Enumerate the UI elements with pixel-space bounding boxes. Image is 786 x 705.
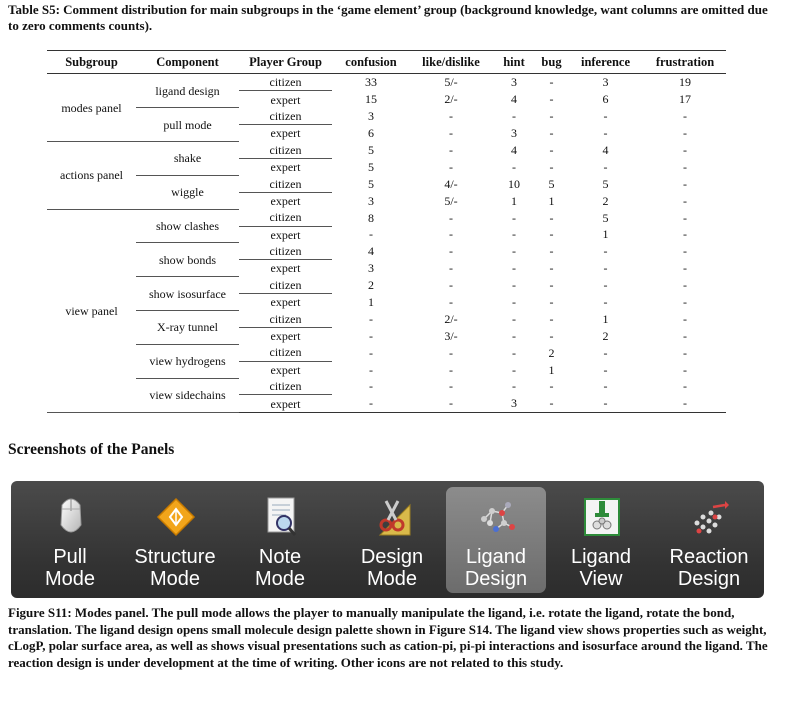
player-group-cell: citizen — [239, 108, 332, 125]
like-dislike-cell: - — [449, 159, 453, 174]
player-group-cell: expert — [270, 329, 301, 344]
bug-cell: - — [549, 379, 554, 394]
bug-cell: - — [549, 261, 554, 276]
hint-cell: - — [512, 311, 516, 326]
subgroup-cell: view panel — [47, 209, 136, 412]
confusion-cell: 5 — [368, 143, 374, 157]
like-dislike-cell: 3/- — [444, 328, 458, 343]
mode-button-label-line2: Mode — [149, 568, 201, 590]
mode-button-label-line1: Design — [360, 546, 424, 568]
figure-caption: Figure S11: Modes panel. The pull mode allows the player to manually manipulate the ligand, i.e. rotate the ligand, rotate the bond, translation. The ligand design opens small molecule design palette shown in Figure S14. The ligand view shows properties such as weight, cLogP, polar surface area, as well as shows visual presentations such as cation-pi, pi-pi interactions and isosurface around the ligand. The reaction design is under development at the time of writing. Other icons are not related to this study. — [8, 605, 768, 670]
like-dislike-cell: 4/- — [444, 176, 458, 191]
bug-cell: 1 — [548, 193, 555, 208]
hint-cell: - — [512, 345, 516, 360]
header-like-dislike: like/dislike — [410, 51, 492, 74]
subgroup-cell: modes panel — [47, 74, 136, 142]
inference-cell: - — [603, 278, 608, 293]
confusion-cell: 8 — [368, 210, 374, 225]
confusion-cell: 15 — [365, 92, 377, 107]
confusion-cell: 1 — [368, 295, 374, 310]
inference-cell: 1 — [602, 227, 609, 242]
inference-cell: - — [567, 395, 644, 412]
inference-cell: 3 — [602, 75, 609, 90]
component-cell: ligand design — [136, 74, 239, 108]
table-header-row — [47, 51, 726, 74]
confusion-cell: 3 — [368, 109, 374, 124]
frustration-cell: - — [683, 379, 687, 394]
like-dislike-cell: 2/- — [444, 92, 458, 107]
inference-cell: - — [603, 109, 608, 124]
component-cell: X-ray tunnel — [136, 310, 239, 344]
section-title: Screenshots of the Panels — [8, 441, 175, 458]
inference-cell: 1 — [602, 311, 609, 326]
confusion-cell: 5 — [368, 176, 374, 191]
player-group-cell: expert — [270, 295, 301, 310]
hint-cell: 4 — [511, 143, 517, 157]
like-dislike-cell: - — [449, 143, 453, 157]
confusion-cell: - — [369, 227, 373, 242]
comment-distribution-table — [47, 50, 726, 413]
inference-cell: - — [603, 362, 608, 377]
like-dislike-cell: - — [449, 278, 453, 293]
mode-button-label-line2: Mode — [366, 568, 418, 590]
header-hint: hint — [492, 51, 536, 74]
mode-button-ligand-design[interactable] — [446, 487, 546, 593]
like-dislike-cell: - — [449, 109, 453, 124]
header-confusion: confusion — [332, 51, 410, 74]
like-dislike-cell: 5/- — [444, 193, 458, 208]
like-dislike-cell: - — [449, 345, 453, 360]
confusion-cell: - — [369, 345, 373, 360]
component-cell: view hydrogens — [136, 344, 239, 378]
player-group-cell: citizen — [239, 378, 332, 395]
inference-cell: - — [603, 244, 608, 259]
bug-cell: 2 — [548, 345, 555, 360]
ligand-design-icon — [476, 495, 518, 539]
confusion-cell: 33 — [365, 75, 377, 90]
structure-icon — [155, 495, 197, 539]
player-group-cell: expert — [270, 261, 301, 276]
player-group-cell: citizen — [239, 74, 332, 91]
ligand-view-icon — [581, 495, 623, 539]
like-dislike-cell: - — [449, 261, 453, 276]
header-frustration: frustration — [644, 51, 726, 74]
like-dislike-cell: - — [449, 244, 453, 259]
frustration-cell: - — [683, 261, 687, 276]
confusion-cell: - — [369, 379, 373, 394]
frustration-cell: - — [683, 295, 687, 310]
bug-cell: - — [549, 143, 554, 157]
mode-button-label-line1: Reaction — [669, 546, 749, 568]
inference-cell: 2 — [602, 193, 609, 208]
hint-cell: 4 — [511, 92, 517, 107]
like-dislike-cell: - — [449, 295, 453, 310]
bug-cell: - — [549, 126, 554, 141]
mode-button-note-mode[interactable] — [230, 487, 330, 593]
bug-cell: - — [549, 311, 554, 326]
header-inference: inference — [567, 51, 644, 74]
bug-cell: - — [549, 210, 554, 225]
mode-button-label-line2: Mode — [44, 568, 96, 590]
player-group-cell: citizen — [239, 310, 332, 327]
table-row — [47, 74, 726, 91]
like-dislike-cell: 2/- — [444, 311, 458, 326]
player-group-cell: citizen — [239, 344, 332, 361]
bug-cell: - — [549, 75, 554, 90]
confusion-cell: - — [369, 311, 373, 326]
bug-cell: - — [536, 395, 567, 412]
hint-cell: 10 — [508, 176, 520, 191]
table-row — [47, 243, 726, 260]
player-group-cell: citizen — [239, 142, 332, 159]
like-dislike-cell: - — [449, 379, 453, 394]
table-row — [47, 175, 726, 192]
note-icon — [260, 495, 302, 539]
header-subgroup: Subgroup — [47, 51, 136, 74]
frustration-cell: - — [683, 328, 687, 343]
bug-cell: - — [549, 278, 554, 293]
table-row — [47, 344, 726, 361]
player-group-cell: citizen — [239, 175, 332, 192]
like-dislike-cell: - — [449, 227, 453, 242]
hint-cell: 3 — [492, 395, 536, 412]
bug-cell: - — [549, 227, 554, 242]
mode-button-reaction-design[interactable] — [659, 487, 759, 593]
mode-button-label-line2: Design — [464, 568, 528, 590]
frustration-cell: - — [683, 278, 687, 293]
component-cell: pull mode — [136, 108, 239, 142]
like-dislike-cell: - — [449, 210, 453, 225]
bug-cell: - — [549, 109, 554, 124]
frustration-cell: - — [683, 210, 687, 225]
inference-cell: - — [603, 295, 608, 310]
component-cell: show bonds — [136, 243, 239, 277]
inference-cell: - — [603, 345, 608, 360]
bug-cell: - — [549, 244, 554, 259]
component-cell: wiggle — [136, 175, 239, 209]
bug-cell: - — [549, 159, 554, 174]
hint-cell: - — [512, 328, 516, 343]
player-group-cell: citizen — [239, 277, 332, 294]
player-group-cell: citizen — [239, 209, 332, 226]
confusion-cell: 3 — [368, 261, 374, 276]
hint-cell: - — [512, 244, 516, 259]
subgroup-cell: actions panel — [47, 142, 136, 210]
hint-cell: - — [512, 362, 516, 377]
player-group-cell: expert — [270, 362, 301, 377]
hint-cell: - — [512, 210, 516, 225]
confusion-cell: 6 — [368, 126, 374, 141]
inference-cell: 2 — [602, 328, 609, 343]
table-row — [47, 108, 726, 125]
player-group-cell: expert — [270, 227, 301, 242]
frustration-cell: 19 — [679, 75, 691, 90]
bug-cell: - — [549, 328, 554, 343]
component-cell: shake — [136, 142, 239, 176]
hint-cell: - — [512, 295, 516, 310]
hint-cell: - — [512, 379, 516, 394]
mode-button-label-line1: Pull — [53, 546, 87, 568]
hint-cell: 3 — [511, 126, 517, 141]
mode-button-label-line1: Note — [258, 546, 302, 568]
frustration-cell: - — [683, 311, 687, 326]
player-group-cell: expert — [270, 193, 301, 208]
mode-button-label-line1: Ligand — [570, 546, 632, 568]
table-row — [47, 378, 726, 395]
inference-cell: 4 — [602, 143, 609, 157]
inference-cell: 6 — [602, 92, 609, 107]
frustration-cell: - — [683, 244, 687, 259]
mode-button-label-line1: Ligand — [465, 546, 527, 568]
header-player-group: Player Group — [239, 51, 332, 74]
like-dislike-cell: 5/- — [444, 75, 458, 90]
hint-cell: - — [512, 159, 516, 174]
hint-cell: - — [512, 261, 516, 276]
mouse-icon — [50, 495, 92, 539]
mode-button-ligand-view[interactable] — [551, 487, 651, 593]
design-icon — [372, 495, 414, 539]
inference-cell: 5 — [602, 176, 609, 191]
like-dislike-cell: - — [449, 126, 453, 141]
bug-cell: - — [549, 92, 554, 107]
mode-button-pull-mode[interactable] — [20, 487, 120, 593]
bug-cell: 5 — [548, 176, 555, 191]
confusion-cell: - — [332, 395, 410, 412]
component-cell: view sidechains — [136, 378, 239, 412]
frustration-cell: - — [683, 362, 687, 377]
confusion-cell: 5 — [368, 159, 374, 174]
header-component: Component — [136, 51, 239, 74]
frustration-cell: - — [683, 193, 687, 208]
like-dislike-cell: - — [449, 362, 453, 377]
inference-cell: - — [603, 379, 608, 394]
header-bug: bug — [536, 51, 567, 74]
frustration-cell: 17 — [679, 92, 691, 107]
reaction-design-icon — [689, 495, 731, 539]
confusion-cell: 2 — [368, 278, 374, 293]
frustration-cell: - — [683, 159, 687, 174]
frustration-cell: - — [683, 143, 687, 157]
table-caption: Table S5: Comment distribution for main subgroups in the ‘game element’ group (background knowledge, want columns are omitted due to zero comments counts). — [8, 2, 768, 33]
mode-button-design-mode[interactable] — [342, 487, 442, 593]
inference-cell: - — [603, 261, 608, 276]
player-group-cell: citizen — [239, 243, 332, 260]
mode-button-label-line2: View — [579, 568, 623, 590]
hint-cell: - — [512, 278, 516, 293]
frustration-cell: - — [683, 227, 687, 242]
hint-cell: 1 — [511, 193, 517, 208]
hint-cell: - — [512, 109, 516, 124]
player-group-cell: expert — [270, 126, 301, 141]
confusion-cell: 3 — [368, 193, 374, 208]
mode-button-label-line2: Mode — [254, 568, 306, 590]
inference-cell: - — [603, 159, 608, 174]
frustration-cell: - — [683, 345, 687, 360]
player-group-cell: expert — [270, 92, 301, 107]
mode-button-label-line1: Structure — [134, 546, 216, 568]
modes-panel — [11, 481, 764, 598]
hint-cell: 3 — [511, 75, 517, 90]
component-cell: show clashes — [136, 209, 239, 243]
like-dislike-cell: - — [410, 395, 492, 412]
component-cell: show isosurface — [136, 277, 239, 311]
mode-button-structure-mode[interactable] — [125, 487, 225, 593]
frustration-cell: - — [683, 126, 687, 141]
inference-cell: 5 — [602, 210, 609, 225]
player-group-cell: expert — [270, 160, 301, 175]
table-row — [47, 142, 726, 159]
frustration-cell: - — [683, 109, 687, 124]
frustration-cell: - — [683, 176, 687, 191]
mode-button-label-line2: Design — [677, 568, 741, 590]
confusion-cell: 4 — [368, 244, 374, 259]
bug-cell: - — [549, 295, 554, 310]
confusion-cell: - — [369, 328, 373, 343]
frustration-cell: - — [644, 395, 726, 412]
inference-cell: - — [603, 126, 608, 141]
hint-cell: - — [512, 227, 516, 242]
confusion-cell: - — [369, 362, 373, 377]
table-row — [47, 310, 726, 327]
table-row — [47, 277, 726, 294]
bug-cell: 1 — [548, 362, 555, 377]
player-group-cell: expert — [239, 395, 332, 412]
table-row — [47, 209, 726, 226]
